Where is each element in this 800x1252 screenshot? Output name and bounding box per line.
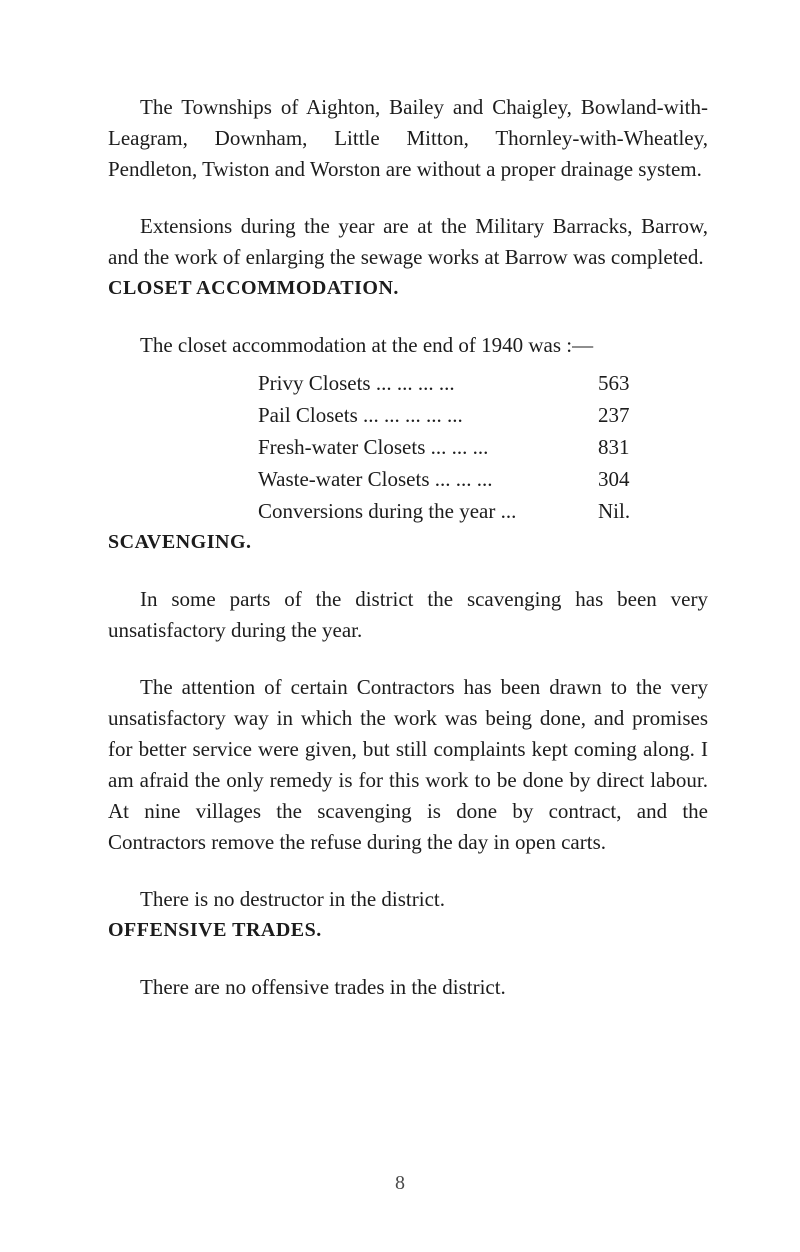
leader-dots: ... ... ... <box>434 467 493 491</box>
closet-row <box>258 399 638 431</box>
leader-dots: ... ... ... ... <box>375 371 455 395</box>
scavenging-heading: SCAVENGING. <box>108 531 252 553</box>
offensive-trades-heading: OFFENSIVE TRADES. <box>108 919 322 941</box>
closet-value: Nil. <box>598 499 631 523</box>
scavenging-paragraph-3: There is no destructor in the district. <box>140 887 446 911</box>
document-page <box>108 92 708 1003</box>
scavenging-paragraph-2: The attention of certain Contractors has been drawn to the very unsatisfactory way in which the work was being done, and promises for better service were given, but still complaints kept coming along. I am afraid the only remedy is for this work to be done by direct labour. At nine villages the scavenging is done by contract, and the Contractors remove the refuse during the day in open carts. <box>108 675 708 854</box>
closet-value: 563 <box>598 371 630 395</box>
closet-label: Conversions during the year <box>258 499 496 523</box>
closet-accommodation-heading: CLOSET ACCOMMODATION. <box>108 277 399 299</box>
closet-row <box>258 463 638 495</box>
leader-dots: ... ... ... ... ... <box>363 403 463 427</box>
closet-table <box>258 367 638 527</box>
closet-intro: The closet accommodation at the end of 1940 was :— <box>140 333 594 357</box>
closet-label: Pail Closets <box>258 403 358 427</box>
leader-dots: ... <box>500 499 517 523</box>
closet-row <box>258 431 638 463</box>
closet-row <box>258 367 638 399</box>
townships-paragraph: The Townships of Aighton, Bailey and Chaigley, Bowland-with-Leagram, Downham, Little Mitton, Thornley-with-Wheatley, Pendleton, Twiston and Worston are without a proper drainage system. <box>108 95 708 181</box>
leader-dots: ... ... ... <box>430 435 489 459</box>
closet-label: Fresh-water Closets <box>258 435 426 459</box>
closet-row <box>258 495 638 527</box>
closet-value: 237 <box>598 403 630 427</box>
offensive-trades-paragraph: There are no offensive trades in the district. <box>140 975 506 999</box>
closet-value: 304 <box>598 467 630 491</box>
extensions-paragraph: Extensions during the year are at the Military Barracks, Barrow, and the work of enlarging the sewage works at Barrow was completed. <box>108 214 708 269</box>
page-number: 8 <box>395 1172 405 1194</box>
closet-value: 831 <box>598 435 630 459</box>
closet-label: Privy Closets <box>258 371 371 395</box>
scavenging-paragraph-1: In some parts of the district the scavenging has been very unsatisfactory during the year. <box>108 587 708 642</box>
closet-label: Waste-water Closets <box>258 467 430 491</box>
